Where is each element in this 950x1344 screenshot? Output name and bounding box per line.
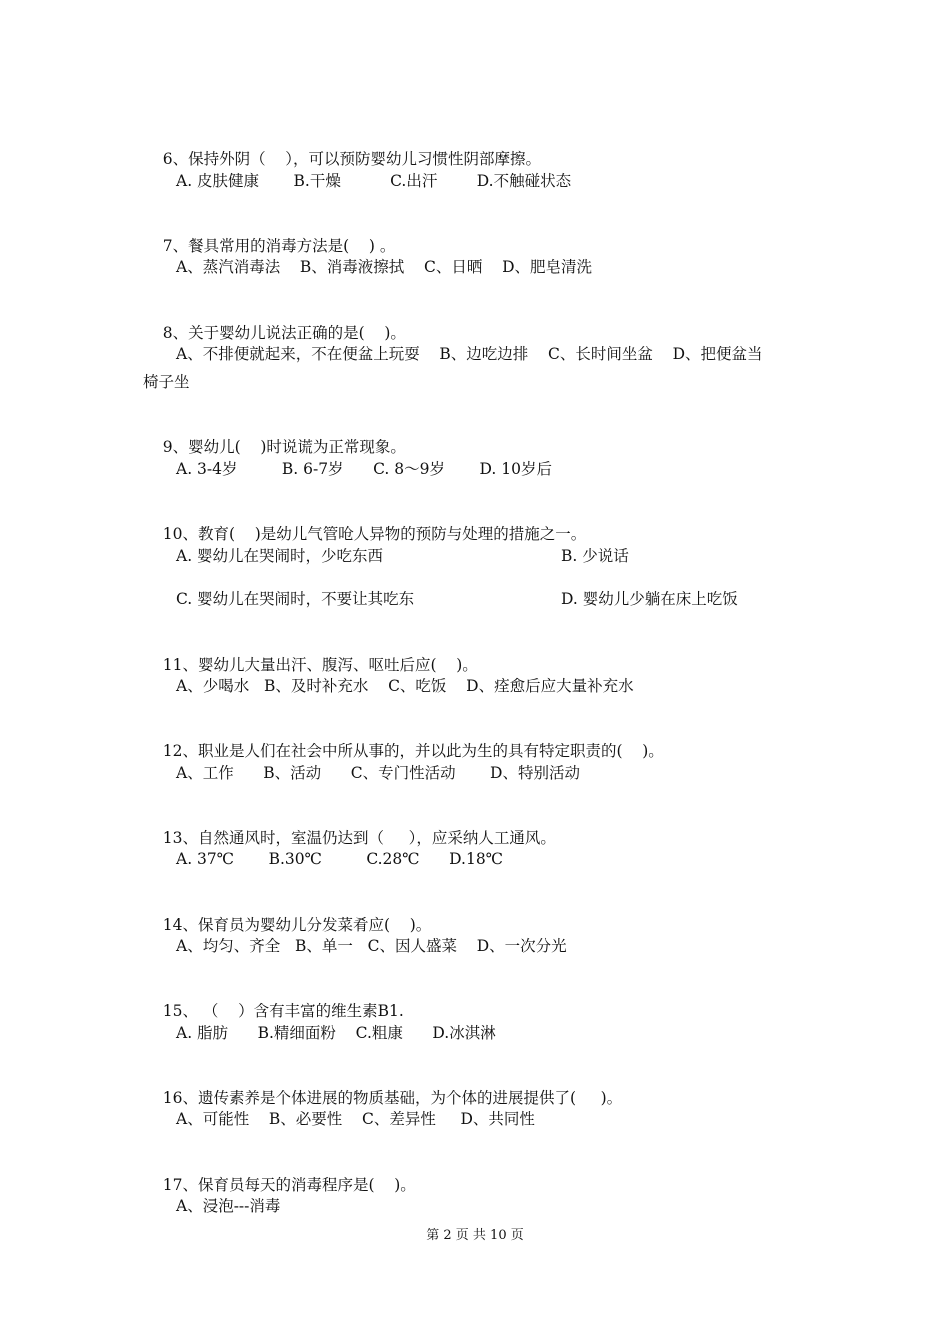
question-text: 保持外阴（ ），可以预防婴幼儿习惯性阴部摩擦。	[188, 150, 542, 168]
question-9-options: A. 3-4岁 B. 6-7岁 C. 8～9岁 D. 10岁后	[176, 460, 552, 478]
question-text: 教育( )是幼儿气管呛人异物的预防与处理的措施之一。	[197, 525, 587, 543]
question-number: 11、	[162, 656, 198, 674]
question-text: 遗传素养是个体进展的物质基础，为个体的进展提供了( )。	[197, 1089, 623, 1107]
question-14-options: A、均匀、齐全 B、单一 C、因人盛菜 D、一次分光	[176, 937, 567, 955]
question-number: 14、	[162, 916, 198, 934]
question-10-option-b: B. 少说话	[561, 547, 629, 565]
page-footer	[0, 1227, 950, 1245]
question-16-options: A、可能性 B、必要性 C、差异性 D、共同性	[176, 1110, 535, 1128]
question-number: 10、	[162, 525, 198, 543]
question-number: 12、	[162, 742, 198, 760]
question-8-options-line-2: 椅子坐	[143, 373, 190, 391]
question-text: 职业是人们在社会中所从事的，并以此为生的具有特定职责的( )。	[197, 742, 664, 760]
question-number: 15、	[162, 1002, 198, 1020]
question-7-options: A、蒸汽消毒法 B、消毒液擦拭 C、日晒 D、肥皂清洗	[176, 258, 592, 276]
question-10-option-a: A. 婴幼儿在哭闹时，少吃东西	[176, 547, 384, 565]
question-15-options: A. 脂肪 B.精细面粉 C.粗康 D.冰淇淋	[176, 1024, 496, 1042]
page-number-label: 第 2 页 共 10 页	[426, 1228, 524, 1243]
question-number: 8、	[162, 324, 189, 342]
question-number: 13、	[162, 829, 198, 847]
question-number: 6、	[162, 150, 189, 168]
question-text: 餐具常用的消毒方法是( ) 。	[188, 237, 396, 255]
question-11-options: A、少喝水 B、及时补充水 C、吃饭 D、痊愈后应大量补充水	[176, 677, 634, 695]
question-10-option-c: C. 婴幼儿在哭闹时，不要让其吃东	[176, 590, 415, 608]
question-text: 自然通风时，室温仍达到（ ），应采纳人工通风。	[197, 829, 556, 847]
question-text: 婴幼儿( )时说谎为正常现象。	[188, 438, 406, 456]
question-text: （ ）含有丰富的维生素B1.	[197, 1002, 404, 1020]
question-12-options: A、工作 B、活动 C、专门性活动 D、特别活动	[176, 764, 580, 782]
question-text: 婴幼儿大量出汗、腹泻、呕吐后应( )。	[197, 656, 478, 674]
question-13-options: A. 37℃ B.30℃ C.28℃ D.18℃	[176, 850, 504, 868]
question-number: 16、	[162, 1089, 198, 1107]
question-number: 17、	[162, 1176, 198, 1194]
question-text: 关于婴幼儿说法正确的是( )。	[188, 324, 406, 342]
question-number: 9、	[162, 438, 189, 456]
question-6-options: A. 皮肤健康 B.干燥 C.出汗 D.不触碰状态	[176, 172, 572, 190]
question-8-options-line-1: A、不排便就起来，不在便盆上玩耍 B、边吃边排 C、长时间坐盆 D、把便盆当	[176, 345, 763, 363]
question-17-options: A、浸泡---消毒	[176, 1197, 281, 1215]
question-text: 保育员每天的消毒程序是( )。	[197, 1176, 416, 1194]
question-number: 7、	[162, 237, 189, 255]
question-text: 保育员为婴幼儿分发菜肴应( )。	[197, 916, 432, 934]
question-10-option-d: D. 婴幼儿少躺在床上吃饭	[561, 590, 738, 608]
